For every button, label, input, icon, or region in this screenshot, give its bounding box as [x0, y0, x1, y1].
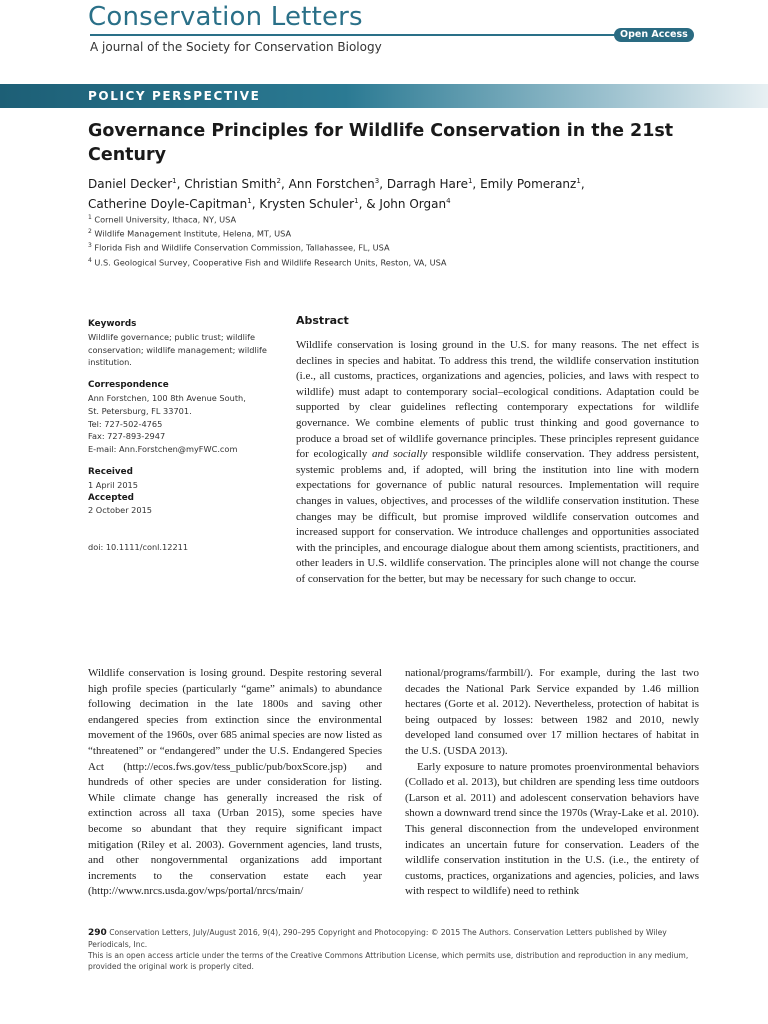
affiliations: [88, 212, 688, 269]
affiliation-item: [88, 240, 688, 254]
author-name: John Organ: [379, 197, 447, 211]
affiliation-text: U.S. Geological Survey, Cooperative Fish and Wildlife Research Units, Reston, VA, USA: [91, 257, 447, 268]
abstract-heading: Abstract: [296, 314, 349, 327]
abstract-text: Wildlife conservation is losing ground in the U.S. for many reasons. The net effect is declines in species and habitat. To address this trend, the wildlife conservation institution (i.e., all customs, practices, organizations and agencies, policies, and laws with respect to wildlife) must adapt to contemporary social–ecological conditions. Adaptation could be supported by clear guidelines reflecting contemporary expectations for wildlife governance. We combine elements of public trust thinking and good governance to produce a broad set of wildlife governance principles. These principles represent guidance for ecologically and socially responsible wildlife conservation. They address persistent, systemic problems and, if adopted, will bring the institution into line with modern expectations for governance of public natural resources. Implementation will require changes in values, objectives, and processes of the wildlife conservation institution. These changes may be difficult, but promise improved wildlife conservation outcomes and increased support for conservation. We introduce challenges and opportunities associated with the principles, and encourage dialogue about them among scientists, practitioners, and other leaders in U.S. wildlife conservation. The principles alone will not change the course of conservation for the better, but may be necessary for such change to occur.: [296, 339, 700, 585]
section-label: POLICY PERSPECTIVE: [88, 89, 261, 103]
author-list: [88, 173, 688, 213]
author-separator: ,: [580, 177, 585, 191]
correspondence-line: Fax: 727-893-2947: [88, 431, 166, 442]
author-affiliation-marker: 1: [354, 197, 359, 205]
author-separator: ,: [251, 197, 260, 211]
affiliation-number: 1: [88, 214, 92, 221]
affiliation-text: Wildlife Management Institute, Helena, MT, USA: [91, 228, 292, 239]
affiliation-item: [88, 255, 688, 269]
author-separator: ,: [472, 177, 481, 191]
keywords-line: Wildlife governance; public trust; wildlife: [88, 331, 256, 342]
author-name: Christian Smith: [184, 177, 277, 191]
correspondence-heading: Correspondence: [88, 380, 169, 391]
body-column-left: [88, 666, 382, 900]
article-title: Governance Principles for Wildlife Conservation in the 21st Century: [88, 121, 674, 165]
author-line-1: [88, 173, 688, 193]
affiliation-number: 2: [88, 228, 92, 236]
correspondence-line: Ann Forstchen, 100 8th Avenue South,: [88, 392, 246, 403]
author-name: Emily Pomeranz: [480, 177, 577, 191]
correspondence-line: Tel: 727-502-4765: [88, 418, 163, 429]
affiliation-text: Cornell University, Ithaca, NY, USA: [91, 214, 237, 225]
keywords-line: conservation; wildlife management; wildlife: [88, 344, 267, 355]
author-name: Ann Forstchen: [288, 177, 375, 191]
article-metadata: [88, 318, 278, 554]
author-separator: ,: [280, 177, 289, 191]
body-paragraph: Wildlife conservation is losing ground. Despite restoring several high profile species (particularly “game” animals) to abundance following decimation in the late 1800s and saving other endangered species from extinction since the environmental movement of the 1960s, over 685 animal species are now listed as “threatened” or “endangered” under the U.S. Endangered Species Act (http://ecos.fws.gov/tess_public/pub/boxScore.jsp) and hundreds of other species are under consideration for listing. While climate change has generally increased the risk of extinction across all taxa (Urban 2015), some species have become so abundant that they require significant impact mitigation (Riley et al. 2003). Government agencies, land trusts, and other nongovernmental organizations add important increments to the conservation estate each year (http://www.nrcs.usda.gov/wps/portal/nrcs/main/: [88, 667, 382, 898]
author-name: Krysten Schuler: [259, 197, 355, 211]
keywords-heading: Keywords: [88, 319, 137, 329]
author-affiliation-marker: 2: [276, 177, 281, 185]
author-affiliation-marker: 1: [467, 177, 473, 185]
affiliation-item: [88, 226, 688, 240]
page-number: 290: [88, 928, 107, 938]
author-separator: ,: [379, 177, 387, 191]
author-affiliation-marker: 1: [247, 197, 252, 205]
author-name: Darragh Hare: [386, 177, 468, 191]
author-name: Daniel Decker: [88, 177, 173, 191]
correspondence-line: St. Petersburg, FL 33701.: [88, 405, 192, 416]
affiliation-number: 3: [88, 242, 92, 250]
citation-line: Conservation Letters, July/August 2016, 9(4), 290–295 Copyright and Photocopying: © 2015 The Authors. Conservation Letters published by Wiley Periodicals, Inc.: [88, 928, 667, 949]
page-footer: [88, 927, 700, 972]
received-date: 1 April 2015: [88, 479, 138, 490]
author-affiliation-marker: 1: [172, 177, 177, 185]
body-paragraph: national/programs/farmbill/). For example, during the last two decades the National Park Service expanded by 1.46 million hectares (Gorte et al. 2012). Nevertheless, protection of habitat is being outpaced by losses: between 1982 and 2010, newly developed land consumed over 17 million hectares of habitat in the U.S. (USDA 2013).: [405, 667, 699, 757]
correspondence-email[interactable]: E-mail: Ann.Forstchen@myFWC.com: [88, 444, 238, 455]
author-affiliation-marker: 1: [576, 177, 581, 185]
open-access-badge: Open Access: [614, 28, 694, 42]
accepted-date: 2 October 2015: [88, 505, 153, 516]
author-separator: , &: [358, 197, 380, 211]
affiliation-text: Florida Fish and Wildlife Conservation Commission, Tallahassee, FL, USA: [91, 243, 390, 254]
body-paragraph: Early exposure to nature promotes proenvironmental behaviors (Collado et al. 2013), but children are spending less time outdoors (Larson et al. 2011) and adolescent conservation behaviors have shown a downward trend since the 1970s (Wray-Lake et al. 2010). This general disconnection from the undeveloped environment indicates an uncertain future for conservation. Leaders of the wildlife conservation institution in the U.S. (i.e., the entirety of customs, practices, organizations and agencies, policies, and laws with respect to wildlife) need to rethink: [405, 760, 699, 898]
author-line-2: [88, 193, 688, 213]
journal-subtitle: A journal of the Society for Conservation Biology: [90, 40, 382, 54]
header-rule: [90, 34, 620, 36]
author-affiliation-marker: 4: [446, 197, 451, 205]
affiliation-number: 4: [88, 256, 92, 264]
journal-title: Conservation Letters: [88, 2, 363, 32]
keywords-line: institution.: [88, 357, 132, 368]
license-text: This is an open access article under the terms of the Creative Commons Attribution License, which permits use, distribution and reproduction in any medium, provided the original work is properly cited.: [88, 951, 689, 971]
author-affiliation-marker: 3: [374, 177, 380, 185]
author-separator: ,: [176, 177, 185, 191]
affiliation-item: [88, 212, 688, 226]
accepted-heading: Accepted: [88, 492, 134, 503]
received-heading: Received: [88, 466, 133, 477]
body-column-right: [405, 666, 699, 900]
author-name: Catherine Doyle-Capitman: [88, 197, 248, 211]
doi-link[interactable]: doi: 10.1111/conl.12211: [88, 542, 189, 553]
